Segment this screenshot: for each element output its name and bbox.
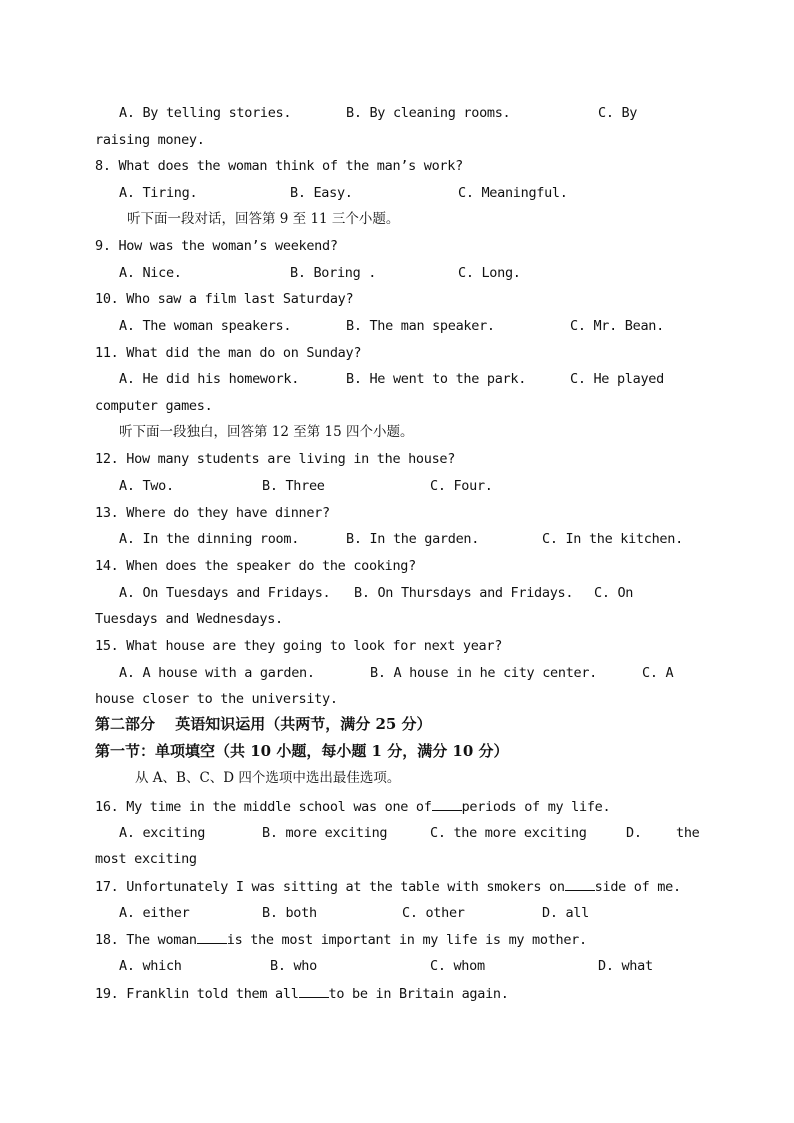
q17-stem — [95, 877, 681, 896]
q16-stem-end: periods of my life. — [461, 799, 611, 815]
q14-option-b: B. On Thursdays and Fridays. — [354, 585, 574, 601]
q17-option-c: C. other — [402, 905, 465, 921]
q12-option-b: B. Three — [262, 478, 325, 494]
answer-blank — [565, 877, 595, 891]
q10-option-a: A. The woman speakers. — [119, 318, 292, 334]
section-one-instruction: 从 A、B、C、D 四个选项中选出最佳选项。 — [135, 770, 401, 786]
listening-instruction-9-11: 听下面一段对话，回答第 9 至 11 三个小题。 — [127, 211, 400, 227]
q16-option-d: D. — [626, 825, 642, 841]
answer-blank — [197, 930, 227, 944]
q11-option-b: B. He went to the park. — [346, 371, 527, 387]
q18-stem-start: 18. The woman — [95, 932, 197, 948]
q18-option-a: A. which — [119, 958, 182, 974]
q16-option-c: C. the more exciting — [430, 825, 587, 841]
q7-option-c: C. By — [598, 105, 638, 121]
q11-option-a: A. He did his homework. — [119, 371, 300, 387]
q14-option-c: C. On — [594, 585, 634, 601]
q9-option-c: C. Long. — [458, 265, 521, 281]
q15-stem: 15. What house are they going to look for next year? — [95, 638, 503, 654]
q9-option-b: B. Boring . — [290, 265, 377, 281]
answer-blank — [299, 984, 329, 998]
q19-stem-end: to be in Britain again. — [328, 986, 509, 1002]
q18-option-c: C. whom — [430, 958, 485, 974]
q9-stem: 9. How was the woman’s weekend? — [95, 238, 338, 254]
q12-option-c: C. Four. — [430, 478, 493, 494]
q13-option-c: C. In the kitchen. — [542, 531, 683, 547]
q7-option-c-continued: raising money. — [95, 132, 205, 148]
q16-stem — [95, 797, 610, 816]
q18-option-b: B. who — [270, 958, 317, 974]
q14-option-c-continued: Tuesdays and Wednesdays. — [95, 611, 283, 627]
answer-blank — [432, 797, 462, 811]
q18-option-d: D. what — [598, 958, 653, 974]
q18-stem — [95, 930, 587, 949]
q13-stem: 13. Where do they have dinner? — [95, 505, 330, 521]
q11-stem: 11. What did the man do on Sunday? — [95, 345, 362, 361]
q10-stem: 10. Who saw a film last Saturday? — [95, 291, 354, 307]
q8-option-a: A. Tiring. — [119, 185, 198, 201]
q17-option-d: D. all — [542, 905, 589, 921]
q13-option-b: B. In the garden. — [346, 531, 480, 547]
q7-option-a: A. By telling stories. — [119, 105, 292, 121]
q12-option-a: A. Two. — [119, 478, 174, 494]
q15-option-a: A. A house with a garden. — [119, 665, 315, 681]
q14-option-a: A. On Tuesdays and Fridays. — [119, 585, 331, 601]
q13-option-a: A. In the dinning room. — [119, 531, 300, 547]
q17-option-a: A. either — [119, 905, 190, 921]
q16-option-d-continued: most exciting — [95, 851, 197, 867]
q15-option-c-continued: house closer to the university. — [95, 691, 338, 707]
q8-option-c: C. Meaningful. — [458, 185, 568, 201]
listening-instruction-12-15: 听下面一段独白，回答第 12 至第 15 四个小题。 — [119, 424, 414, 440]
q14-stem: 14. When does the speaker do the cooking? — [95, 558, 416, 574]
section-one-heading: 第一节：单项填空（共 10 小题，每小题 1 分，满分 10 分） — [95, 742, 509, 760]
q7-option-b: B. By cleaning rooms. — [346, 105, 511, 121]
q8-option-b: B. Easy. — [290, 185, 353, 201]
q17-stem-start: 17. Unfortunately I was sitting at the table with smokers on — [95, 879, 565, 895]
q18-stem-end: is the most important in my life is my mother. — [226, 932, 587, 948]
q15-option-b: B. A house in he city center. — [370, 665, 598, 681]
q8-stem: 8. What does the woman think of the man’s work? — [95, 158, 463, 174]
q11-option-c-continued: computer games. — [95, 398, 213, 414]
q10-option-c: C. Mr. Bean. — [570, 318, 664, 334]
q12-stem: 12. How many students are living in the house? — [95, 451, 456, 467]
q19-stem — [95, 984, 509, 1003]
q19-stem-start: 19. Franklin told them all — [95, 986, 299, 1002]
q9-option-a: A. Nice. — [119, 265, 182, 281]
q16-option-a: A. exciting — [119, 825, 206, 841]
q10-option-b: B. The man speaker. — [346, 318, 495, 334]
q17-option-b: B. both — [262, 905, 317, 921]
part-two-heading: 第二部分 英语知识运用（共两节，满分 25 分） — [95, 715, 432, 733]
q16-option-d-start: the — [676, 825, 700, 841]
q17-stem-end: side of me. — [594, 879, 681, 895]
q15-option-c: C. A — [642, 665, 674, 681]
q11-option-c: C. He played — [570, 371, 664, 387]
q16-stem-start: 16. My time in the middle school was one of — [95, 799, 432, 815]
q16-option-b: B. more exciting — [262, 825, 388, 841]
